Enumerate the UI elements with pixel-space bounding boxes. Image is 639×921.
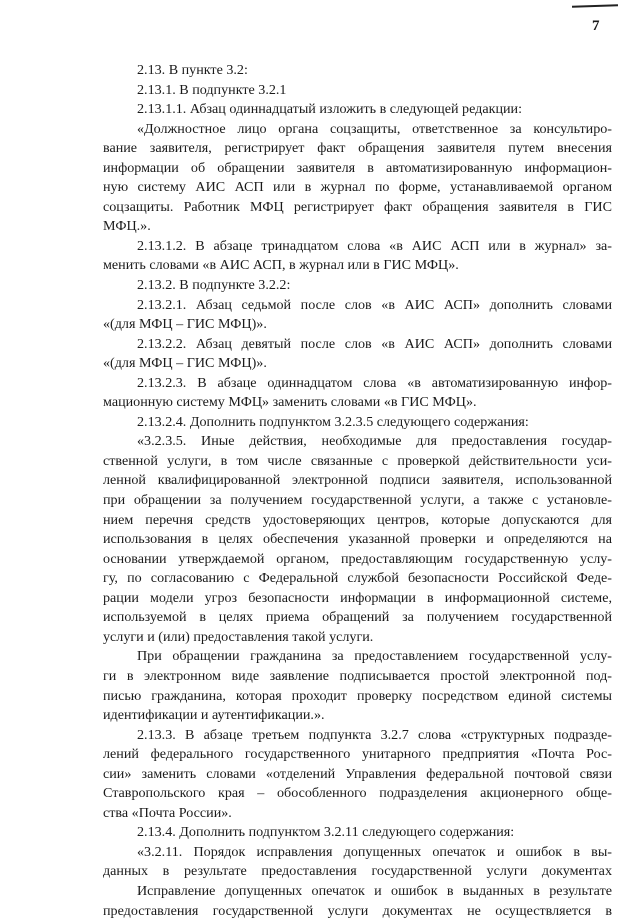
- text-line: ную систему АИС АСП или в журнал по форме, устанавливаемой органом: [103, 179, 612, 196]
- text-line: ленной квалифицированной электронной подписи заявителя, использованной: [103, 472, 612, 489]
- text-line: данных в результате предоставления государственной услуги документах: [103, 863, 612, 880]
- text-line: При обращении гражданина за предоставлением государственной услу-: [137, 648, 612, 665]
- text-line: 2.13.3. В абзаце третьем подпункта 3.2.7 слова «структурных подразде-: [137, 726, 612, 743]
- text-line: использования в целях обеспечения указанной проверки и определяются на: [103, 531, 612, 548]
- text-line: 2.13.1. В подпункте 3.2.1: [137, 81, 287, 98]
- text-line: 2.13.2. В подпункте 3.2.2:: [137, 277, 291, 294]
- text-line: «3.2.3.5. Иные действия, необходимые для предоставления государ-: [137, 433, 612, 450]
- text-line: вание заявителя, регистрирует факт обращения заявителя путем внесения: [103, 140, 612, 157]
- text-line: нием перечня средств удостоверяющих центров, которые допускаются для: [103, 511, 612, 528]
- text-line: «Должностное лицо органа соцзащиты, ответственное за консультиро-: [137, 120, 612, 137]
- text-line: предоставления государственной услуги документах не осуществляется в: [103, 902, 612, 919]
- text-line: идентификации и аутентификации.».: [103, 707, 325, 724]
- text-line: 2.13.2.3. В абзаце одиннадцатом слова «в автоматизированную инфор-: [137, 374, 612, 391]
- text-line: мационную систему МФЦ» заменить словами «в ГИС МФЦ».: [103, 394, 477, 411]
- text-line: рации модели угроз безопасности информации в информационной системе,: [103, 589, 612, 606]
- text-line: 2.13.1.2. В абзаце тринадцатом слова «в АИС АСП или в журнал» за-: [137, 237, 612, 254]
- text-line: МФЦ.».: [103, 218, 151, 235]
- text-line: 2.13.2.1. Абзац седьмой после слов «в АИС АСП» дополнить словами: [137, 296, 612, 313]
- text-line: при обращении за получением государственной услуги, а также с установле-: [103, 492, 612, 509]
- text-line: 2.13. В пункте 3.2:: [137, 62, 248, 78]
- text-line: 2.13.4. Дополнить подпунктом 3.2.11 следующего содержания:: [137, 824, 515, 841]
- text-line: информации об обращении заявителя в автоматизированную информацион-: [103, 159, 612, 176]
- text-line: ственной услуги, в том числе связанные с проверкой действительности уси-: [103, 452, 612, 469]
- text-line: используемой в целях приема обращений за получением государственной: [103, 609, 612, 626]
- text-line: 2.13.2.4. Дополнить подпунктом 3.2.3.5 следующего содержания:: [137, 413, 529, 430]
- page-number: 7: [592, 18, 600, 34]
- text-line: гу, по согласованию с Федеральной службой безопасности Российской Феде-: [103, 570, 612, 587]
- text-line: менить словами «в АИС АСП, в журнал или в ГИС МФЦ».: [103, 257, 459, 274]
- text-line: 2.13.2.2. Абзац девятый после слов «в АИС АСП» дополнить словами: [137, 335, 612, 352]
- text-line: «3.2.11. Порядок исправления допущенных опечаток и ошибок в вы-: [137, 843, 612, 860]
- text-line: 2.13.1.1. Абзац одиннадцатый изложить в следующей редакции:: [137, 101, 522, 118]
- text-line: ства «Почта России».: [103, 804, 232, 821]
- text-line: услуги и (или) предоставления такой услуги.: [103, 628, 374, 645]
- text-line: Ставропольского края – обособленного подразделения акционерного обще-: [103, 785, 612, 802]
- text-line: основании утверждаемой органом, предоставляющим государственную услу-: [103, 550, 612, 567]
- text-line: лений федерального государственного унитарного предприятия «Почта Рос-: [103, 746, 612, 763]
- text-line: соцзащиты. Работник МФЦ регистрирует факт обращения заявителя в ГИС: [103, 198, 612, 215]
- document-body: [103, 61, 612, 921]
- text-line: «(для МФЦ – ГИС МФЦ)».: [103, 355, 267, 372]
- text-line: сии» заменить словами «отделений Управления федеральной почтовой связи: [103, 765, 612, 782]
- text-line: Исправление допущенных опечаток и ошибок в выданных в результате: [137, 882, 612, 899]
- text-line: писью гражданина, которая проходит проверку посредством единой системы: [103, 687, 612, 704]
- text-line: ги в электронном виде заявление подписывается простой электронной под-: [103, 667, 612, 684]
- scan-artifact-line: [572, 4, 618, 8]
- text-line: «(для МФЦ – ГИС МФЦ)».: [103, 316, 267, 333]
